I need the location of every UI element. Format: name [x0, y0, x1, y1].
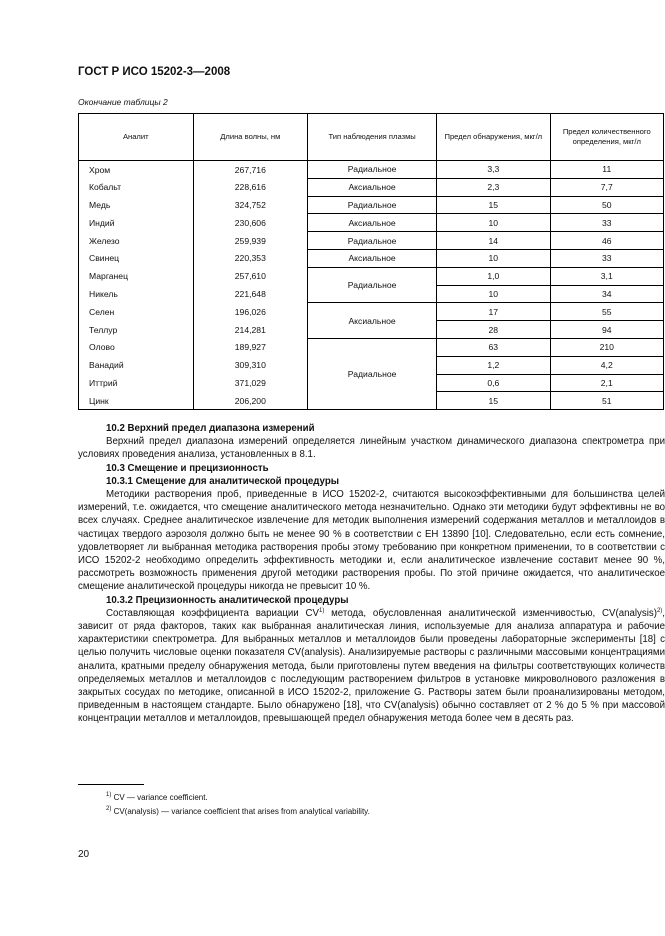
section-heading: 10.3 Смещение и прецизионность [106, 462, 269, 474]
footnote: $^{2)}$ CV(analysis) — variance coefficient that arises from analytical variability. [106, 806, 370, 816]
footnote: $^{1)}$ CV — variance coefficient. [106, 792, 208, 802]
table-row: Марганец 257,610 Радиальное 1,0 3,1 [79, 267, 664, 285]
table-row: Теллур 214,281 28 94 [79, 321, 664, 339]
footnote-ref: 2) [656, 607, 663, 614]
table-row: Иттрий 371,029 0,6 2,1 [79, 374, 664, 392]
table-row: Ванадий 309,310 1,2 4,2 [79, 356, 664, 374]
section-heading: 10.3.2 Прецизионность аналитической процедуры [106, 594, 349, 606]
paragraph: Методики растворения проб, приведенные в ИСО 15202-2, считаются высокоэффективными для большинства целей измерений, т.е. ожидается, что смещение аналитического метода незначительно. Однако эти методики будут эффективны не во всех случаях. Среднее аналитическое извлечение для методик выполнения измерений содержания металлов и металлоидов в частицах твердого аэрозоля должно быть не менее 90 % в соответствии с ЕН 13890 [10]. Следовательно, если есть сомнение, удовлетворяет ли выбранная методика растворения пробы этому требованию при конкретном применении, то в соответствии с ИСО 15202-2 необходимо определить эффективность методики и, если аналитическое извлечение составит менее 90 %, рассмотреть возможность применения другой методики растворения пробы. По этой причине ожидается, что аналитическое смещение аналитической процедуры никогда не превысит 10 %. [78, 489, 665, 593]
paragraph: Верхний предел диапазона измерений определяется линейным участком динамического диапазона спектрометра при условиях проведения анализа, установленных в 8.1. [78, 436, 665, 461]
table-row: Олово 189,927 Радиальное 63 210 [79, 338, 664, 356]
table-row: Индий 230,606 Аксиальное 10 33 [79, 214, 664, 232]
column-header: Тип наблюдения плазмы [308, 114, 437, 161]
table-row: Никель 221,648 10 34 [79, 285, 664, 303]
section-heading: 10.3.1 Смещение для аналитической процедуры [106, 475, 340, 487]
column-header: Предел количественного определения, мкг/л [550, 114, 663, 161]
column-header: Предел обнаружения, мкг/л [437, 114, 550, 161]
table-row: Цинк 206,200 15 51 [79, 392, 664, 410]
table-row: Свинец 220,353 Аксиальное 10 33 [79, 249, 664, 267]
table-row: Селен 196,026 Аксиальное 17 55 [79, 303, 664, 321]
footnote-divider [78, 784, 144, 785]
section-heading: 10.2 Верхний предел диапазона измерений [106, 423, 315, 434]
page-number: 20 [78, 849, 90, 860]
elements-table [78, 113, 664, 410]
footnote-ref: 1) [318, 607, 325, 614]
paragraph: Составляющая коэффициента вариации CV$^{1)}$ метода, обусловленная аналитической изменчивостью, CV(analysis)$^{2)}$, зависит от ряда факторов, таких как выбранная аналитическая линия, используемые для анализа аппаратура и рабочие характеристики спектрометра. Для выбранных металлов и металлоидов были проведены лабораторные эксперименты [18] с целью получить числовые оценки показателя CV(analysis). Анализируемые растворы с различными массовыми концентрациями аналита, кратными пределу обнаружения метода, были приготовлены путем введения на фильтры соответствующих количеств определяемых металлов и металлоидов с последующим растворением фильтров в установке микроволнового разложения в закрытых сосудах по методике, описанной в ИСО 15202-2, приложение G. Растворы затем были проанализированы методом, приведенным в настоящем стандарте. Было обнаружено [18], что CV(analysis) обычно составляет от 2 % до 5 % при массовой концентрации металлов и металлоидов, превышающей предел обнаружения метода более чем в десять раз. [78, 607, 665, 725]
column-header: Длина волны, нм [193, 114, 308, 161]
document-header: ГОСТ Р ИСО 15202-3—2008 [78, 66, 231, 78]
column-header: Аналит [79, 114, 194, 161]
body-text [78, 422, 665, 726]
table-row: Кобальт 228,616 Аксиальное 2,3 7,7 [79, 178, 664, 196]
table-row: Медь 324,752 Радиальное 15 50 [79, 196, 664, 214]
table-caption: Окончание таблицы 2 [78, 97, 168, 107]
table-row: Железо 259,939 Радиальное 14 46 [79, 232, 664, 250]
table-row: Хром 267,716 Радиальное 3,3 11 [79, 161, 664, 179]
